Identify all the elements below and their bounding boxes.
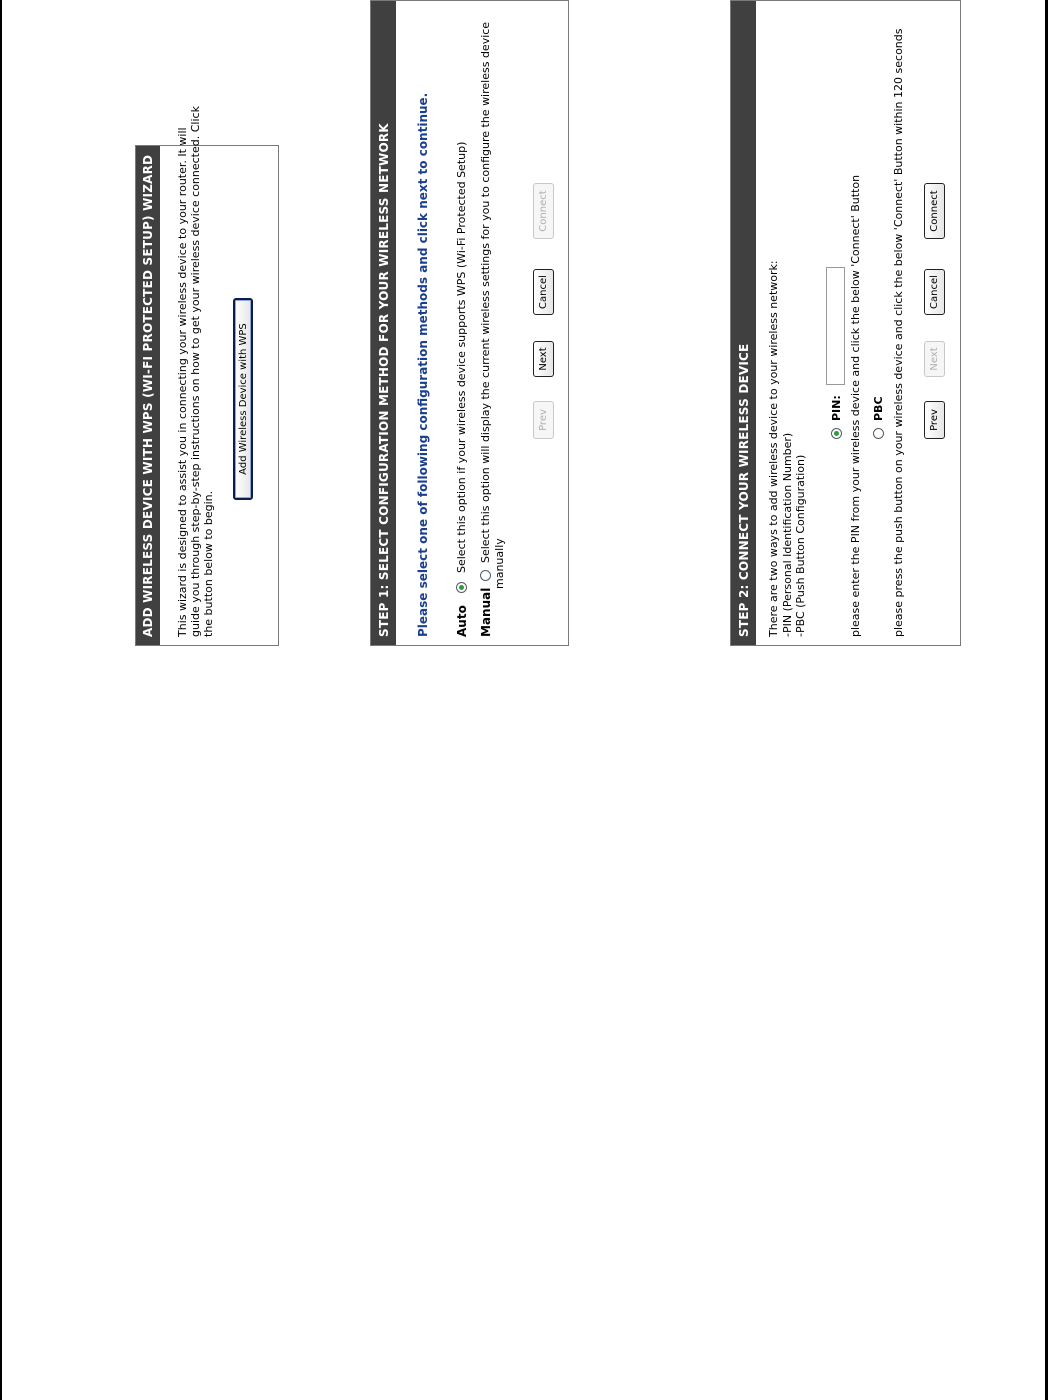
step2-line-3: -PBC (Push Button Configuration) xyxy=(794,454,807,637)
step1-panel xyxy=(370,0,569,646)
pin-label: PIN: xyxy=(830,395,843,421)
next-button[interactable]: Next xyxy=(533,341,554,377)
step2-panel xyxy=(730,0,961,646)
prev-button[interactable]: Prev xyxy=(533,401,554,439)
pin-radio[interactable] xyxy=(831,428,842,439)
manual-radio[interactable] xyxy=(480,570,491,581)
connect-button[interactable]: Connect xyxy=(533,183,554,239)
step1-instruction: Please select one of following configuration methods and click next to continue. xyxy=(416,92,430,637)
pin-description: please enter the PIN from your wireless device and click the below 'Connect' Button xyxy=(849,174,862,637)
wps-wizard-title: ADD WIRELESS DEVICE WITH WPS (WI-FI PROTECTED SETUP) WIZARD xyxy=(136,146,160,645)
manual-label: Manual xyxy=(479,587,493,637)
step1-title: STEP 1: SELECT CONFIGURATION METHOD FOR YOUR WIRELESS NETWORK xyxy=(371,1,396,645)
manual-description-cont: manually xyxy=(493,538,506,589)
wps-wizard-line-3: the button below to begin. xyxy=(202,490,215,637)
manual-description: Select this option will display the current wireless settings for you to configure the wireless device xyxy=(479,21,492,563)
auto-radio[interactable] xyxy=(456,582,467,593)
add-wireless-device-button[interactable]: Add Wireless Device with WPS xyxy=(233,298,253,500)
pin-input[interactable] xyxy=(826,267,845,385)
pbc-description: please press the push button on your wireless device and click the below 'Connect' Button within 120 seconds xyxy=(892,28,905,637)
wps-wizard-panel xyxy=(135,106,279,646)
wps-wizard-line-2: guide you through step-by-step instructions on how to get your wireless device connected. Click xyxy=(189,106,202,637)
cancel-button-step2[interactable]: Cancel xyxy=(924,269,945,315)
page-border-right xyxy=(1045,0,1048,1400)
prev-button-step2[interactable]: Prev xyxy=(924,401,945,439)
cancel-button[interactable]: Cancel xyxy=(533,269,554,315)
pbc-radio[interactable] xyxy=(873,428,884,439)
step2-line-2: -PIN (Personal Identification Number) xyxy=(781,432,794,637)
wps-wizard-line-1: This wizard is designed to assist you in connecting your wireless device to your router. It will xyxy=(176,127,189,637)
connect-button-step2[interactable]: Connect xyxy=(924,183,945,239)
step2-title: STEP 2: CONNECT YOUR WIRELESS DEVICE xyxy=(731,1,756,645)
auto-description: Select this option if your wireless device supports WPS (Wi-Fi Protected Setup) xyxy=(455,141,468,573)
auto-label: Auto xyxy=(455,605,469,637)
step2-line-1: There are two ways to add wireless device to your wireless network: xyxy=(767,260,780,637)
page-border-left xyxy=(0,0,2,1400)
next-button-step2[interactable]: Next xyxy=(924,341,945,377)
pbc-label: PBC xyxy=(872,396,885,421)
